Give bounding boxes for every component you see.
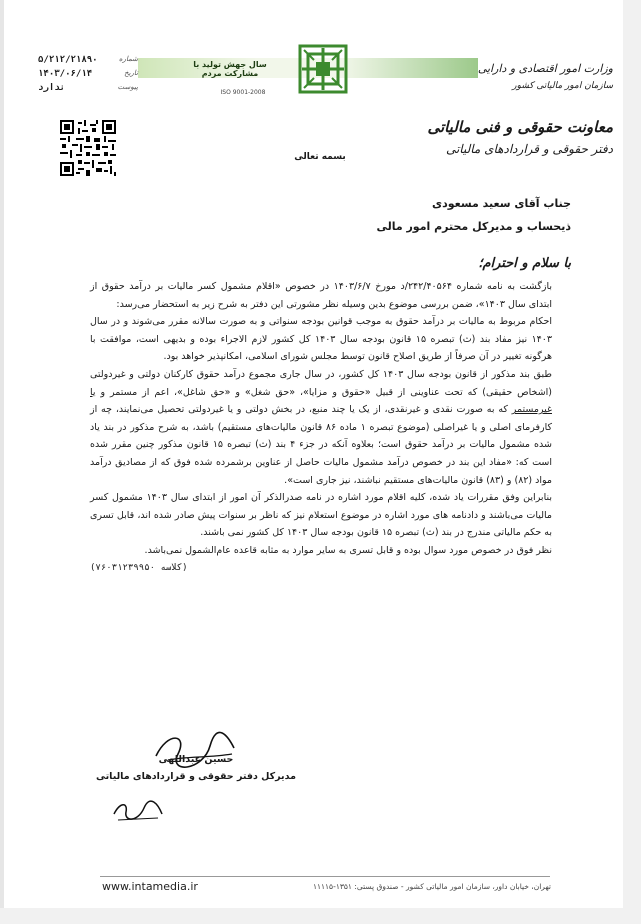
iso-certification: ISO 9001-2008 <box>220 89 266 96</box>
meta-attachment-row <box>38 83 138 93</box>
signatory-title: مدیرکل دفتر حقوقی و قراردادهای مالیاتی <box>95 771 296 782</box>
footer-divider <box>100 876 550 877</box>
deputy-name: معاونت حقوقی و فنی مالیاتی <box>427 118 613 136</box>
letter-number: ۵/۲۱۲/۲۱۸۹۰ <box>38 55 98 65</box>
letter-date: ۱۴۰۳/۰۶/۱۴ <box>38 69 93 79</box>
signatory-name: حسین عبداللهی <box>158 754 234 765</box>
attachment-label: پیوست <box>117 83 138 91</box>
tax-organization-logo-icon <box>298 44 348 96</box>
body-paragraph: احکام مربوط به مالیات بر درآمد حقوق به موجب قوانین بودجه سنواتی و به صورت سالانه مقرر می‌شوند و در سال ۱۴۰۳ نیز مفاد بند (ث) تبصره ۱۵ قانون بودجه سال ۱۴۰۳ کل کشور لازم الاجراء بوده و بدیهی است، موافقت با هرگونه تغییر در آن صرفاً از طریق اصلاح قانون توسط مجلس شورای اسلامی، امکانپذیر خواهد بود. <box>90 316 552 363</box>
underlined-phrase: یا غیرمستمر <box>90 386 552 416</box>
recipient-title: ذیحساب و مدیرکل محترم امور مالی <box>376 220 571 233</box>
recipient-block <box>376 197 571 233</box>
initials-icon <box>108 796 168 826</box>
office-name: دفتر حقوقی و قراردادهای مالیاتی <box>445 142 613 156</box>
left-margin <box>0 0 4 924</box>
body-paragraph <box>90 366 552 489</box>
footer-address: تهران، خیابان داور، سازمان امور مالیاتی کشور - صندوق پستی: ۱۳۵۱-۱۱۱۱۵ <box>312 882 551 891</box>
ministry-name: وزارت امور اقتصادی و دارایی <box>477 62 613 75</box>
meta-number-row <box>38 55 138 65</box>
signature-block <box>96 740 296 782</box>
body-paragraph: بنابراین وفق مقررات یاد شده، کلیه اقلام مورد اشاره در نامه صدرالذکر آن امور از ابتدای سال ۱۴۰۳ مشمول کسر مالیات می‌باشند و دادنامه های مورد اشاره در موضوع استعلام نیز که ناظر بر سنوات پیش صادر شده اند، قابل تسری به حکم مالیاتی مندرج در بند (ث) تبصره ۱۵ قانون بودجه سال ۱۴۰۳ کل کشور نمی باشند. <box>90 492 552 539</box>
salutation: با سلام و احترام؛ <box>478 256 571 271</box>
footer-website[interactable]: www.intamedia.ir <box>102 880 198 893</box>
date-label: تاریخ <box>124 69 138 77</box>
case-reference: (کلاسه ۷۶۰۳۱۲۳۹۹۵۰) <box>90 562 188 573</box>
issuing-office <box>427 118 613 156</box>
body-paragraph: بازگشت به نامه شماره ۲۴۲/۴۰۵۶۴/د مورخ ۱۴۰۳/۶/۷ در خصوص «اقلام مشمول کسر مالیات بر درآمد حقوق از ابتدای سال ۱۴۰۳»، ضمن بررسی موضوع بدین وسیله نظر مشورتی این دفتر به شرح زیر به استحضار می‌رسد: <box>90 281 552 310</box>
qr-code-icon[interactable] <box>60 120 116 176</box>
right-margin <box>623 0 641 924</box>
slogan-text: سال جهش تولید با مشارکت مردم <box>193 60 267 78</box>
recipient-name: جناب آقای سعید مسعودی <box>432 197 571 210</box>
body-paragraph: نظر فوق در خصوص مورد سوال بوده و قابل تسری به سایر موارد به مثابه قاعده عام‌الشمول نمی‌باشد. <box>144 544 552 556</box>
number-label: شماره <box>118 55 138 63</box>
body-text-segment: طبق بند مذکور از قانون بودجه سال ۱۴۰۳ کل کشور، در سال جاری مجموع درآمد حقوق کارکنان دولتی و غیردولتی (اشخاص حقیقی) که تحت عناوینی از قبیل «حقوق و مزایا»، «حق شغل» و «حق شاغل»، اعم از مستمر و <box>90 368 552 398</box>
meta-date-row <box>38 69 138 79</box>
invocation: بسمه تعالی <box>294 152 346 162</box>
attachment-value: ندارد <box>38 83 66 93</box>
letter-meta <box>38 55 138 97</box>
body-text-segment: که به صورت نقدی و غیرنقدی، از یک یا چند منبع، در بخش دولتی و یا غیردولتی تحصیل می‌نمایند، چه از کارفرمای اصلی و یا غیراصلی (موضوع تبصره ۱ ماده ۸۶ قانون مالیات‌های مستقیم) باشد، به شرح مذکور در بند یاد شده مشمول مالیات بر درآمد حقوق است؛ بعلاوه آنکه در جزء ۴ بند (ث) تبصره ۱۵ قانون مذکور چنین مقرر شده است که: «مفاد این بند در خصوص درآمد مشمول مالیات حاصل از عناوین برشمرده شده فوق که از مصادیق درآمد مواد (۸۲) و (۸۳) قانون مالیات‌های مستقیم نباشند، نیز جاری است». <box>90 404 552 486</box>
bottom-margin <box>0 908 641 924</box>
letter-body <box>90 278 552 577</box>
organization-name: سازمان امور مالیاتی کشور <box>512 81 613 91</box>
